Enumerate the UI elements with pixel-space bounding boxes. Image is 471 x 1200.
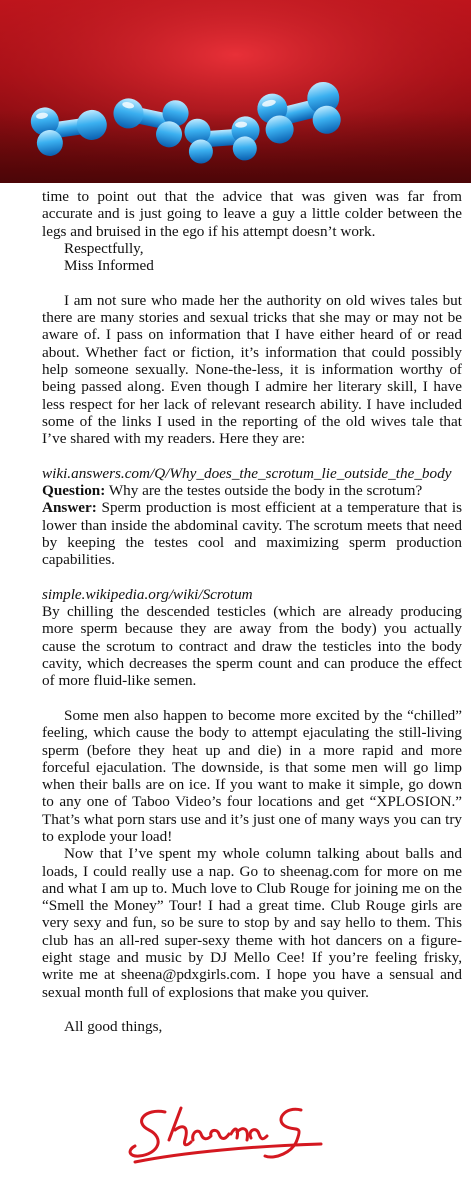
signoff: All good things, [64,1018,163,1036]
paragraph-chilling: By chilling the descended testicles (which are already producing more sperm because they are away from the body) you actually cause the scrotum to contract and draw the testicles into the body cavity, which decreases the sperm count and can produce the effect of more fluid-like semen. [42,603,462,690]
link-simple-wikipedia[interactable]: simple.wikipedia.org/wiki/Scrotum [42,585,253,603]
article-body [42,188,462,1036]
paragraph-response: I am not sure who made her the authority on old wives tales but there are many stories and sexual tricks that she may or may not be aware of. I pass on information that I have either heard of or read about. Whether fact or fiction, it’s information that could possibly help someone sexually. None-the-less, it is information worthy of being passed along. Even though I admire her literary skill, I have less respect for her lack of relevant research ability. I have included some of the links I used in the reporting of the old wives tale that I’ve shared with my readers. Here they are: [42,291,462,448]
header-banner [0,0,471,183]
closing-respectfully: Respectfully, [64,239,144,257]
answer-line [42,499,462,568]
closing-author: Miss Informed [64,257,154,275]
question-line [42,482,462,499]
signature-image [125,1100,345,1175]
question-label: Question: [42,482,106,500]
paragraph-closing: Now that I’ve spent my whole column talking about balls and loads, I could really use a nap. Go to sheenag.com for more on me and what I am up to. Much love to Club Rouge for joining me on the “Smell the Money” Tour! I had a great time. Club Rouge girls are very sexy and fun, so be sure to stop by and say hello to them. This club has an all-red super-sexy theme with hot dancers on a figure-eight stage and music by DJ Mello Cee! If you’re feeling frisky, write me at sheena@pdxgirls.com. I hope you have a sensual and sexual month full of explosions that make you quiver. [42,845,462,1001]
paragraph-intro: time to point out that the advice that was given was far from accurate and is just going to leave a guy a little colder between the legs and bruised in the ego if his attempt doesn’t work. [42,188,462,240]
handwritten-signature-icon [125,1100,345,1170]
ice-cube-dumbbells-icon [0,0,471,183]
paragraph-excited: Some men also happen to become more excited by the “chilled” feeling, which cause the body to attempt ejaculating the still-living sperm (before they heat up and die) in a more rapid and more forceful ejaculation. The downside, is that some men will go limp when their balls are on ice. If you want to make it simple, go down to any one of Taboo Video’s four locations and get “XPLOSION.” That’s what porn stars use and it’s just one of many ways you can try to explode your load! [42,706,462,845]
answer-label: Answer: [42,499,97,517]
question-text: Why are the testes outside the body in the scrotum? [105,482,423,500]
answer-text: Sperm production is most efficient at a temperature that is lower than inside the abdominal cavity. The scrotum meets that need by keeping the testes cool and maximizing sperm production capabilities. [42,499,462,569]
link-wiki-answers[interactable]: wiki.answers.com/Q/Why_does_the_scrotum_lie_outside_the_body [42,464,452,482]
